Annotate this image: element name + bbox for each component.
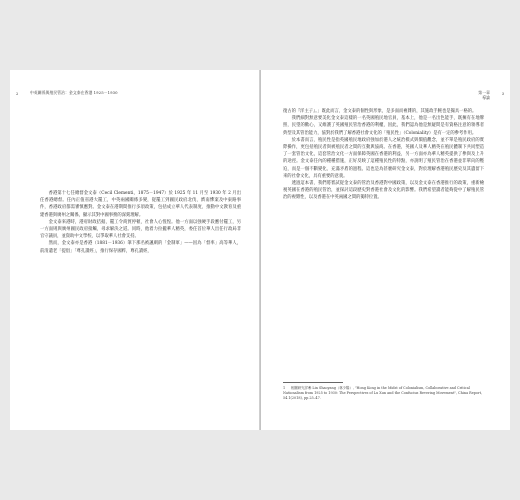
left-paragraph-2: 金文泰來港時，港府財政拮据，罷工令商貿停頓，社會人心惶惶。他一方面以強硬手段應付罷工，另一方面則與廣州國民政府接觸，尋求解決之道。同時，他着力拉攏華人精英，委任首位華人出任行政局非官守議員，並資助中文學校，以爭取華人社會支持。 <box>40 219 241 240</box>
left-running-head: 中英關係與殖民管治：金文泰在香港 1925－1930 <box>30 90 118 95</box>
footnote-number: 1 <box>283 386 286 390</box>
right-body-text <box>283 108 484 202</box>
right-page-number: 3 <box>501 92 504 96</box>
right-paragraph-3: 於本書而言，殖民性是指英國殖民地政府強加於港人之統治模式與價值觀念，並不單是殖民政府的實際操作，更包括殖民者與被殖民者之間的互動與協商。在香港，英國人及華人精英在殖民體制下共同塑造了一套管治文化，這套管治文化一方面保障英國在香港的利益，另一方面亦為華人精英提供了參與及上升的途徑。金文泰任內的種種措施，正好反映了這種殖民性的特點，亦說明了殖民管治在香港並非單向的壓迫，而是一個不斷變化、充滿矛盾的過程。這也是為甚麼研究金文泰，對於理解香港殖民歷史及其遺留下來的社會文化，具有重要的意義。 <box>283 137 484 179</box>
left-paragraph-1: 香港第十七任總督金文泰（Cecil Clementi，1875－1947）於 1925 年 11 月至 1930 年 2 月出任香港總督。任內正值省港大罷工，中英兩國關係多變，從罷工到國民政府北伐、濟南慘案及中東路事件，香港政府都需審慎應對。金文泰在港期間推行多項政策，包括成立華人代表制度、推動中文教育及重建香港與廣州之關係，顯示其對中國事務的深刻理解。 <box>40 191 241 218</box>
right-paragraph-1: 復古的『洋主子』。」既此而言，金文泰的個性與形象，是多面而複雜的，其施政手腕也是獨具一格的。 <box>283 109 477 114</box>
left-body-text <box>40 190 241 255</box>
footnote <box>283 386 484 402</box>
right-paragraph-2: 我們細對無意要美化金文泰這樣的一名英國殖民地官員，基本上，他是一名出色能手，既擁有在地牌照，民望的歡心，又維護了英國殖民管治香港的利權，因此，我們認為他是無疑問是有資格注意的領導者典型及其管治能力，協對於我們了解香港社會文化的「殖民性」（Coloniality）是有一定的參考作用。 <box>283 116 484 136</box>
right-page <box>261 70 510 430</box>
right-running-head <box>478 90 490 100</box>
left-page <box>10 70 259 430</box>
left-paragraph-3: 然而，金文泰亦是香港（1881－1936）筆下那名被諷刺的「金制軍」——因為「督率」高等華人，前清遺老「提倡」「尊孔讀經」，推行保存國粹，尊孔讀經， <box>40 241 241 254</box>
chapter-title: 導論 <box>482 95 490 101</box>
chapter-number: 第一章 <box>478 90 490 95</box>
left-page-number: 2 <box>16 92 19 96</box>
footnote-divider <box>283 382 343 383</box>
right-paragraph-4: 透過這本書，我們將嘗試從金文泰的管治及香港對中國政策，以及金文泰在香港推行的政策，重新檢視英國在香港的殖民管治，並探討這段歷史對香港社會及文化的影響。我們希望讀者能夠從中了解殖民管治的複雜性，以及香港在中英兩國之間的獨特位置。 <box>283 181 484 201</box>
footnote-text: 相關研究詳參 Lin Shaoyang（林少陽）, "Hong Kong in the Midst of Colonialism, Collaborative and Critical Nationalism from 1925 to 1930: The Perspectives of Lu Xun and the Confucius Revering Movement", China Report, 54.1(2018), pp.25–47. <box>283 386 483 401</box>
